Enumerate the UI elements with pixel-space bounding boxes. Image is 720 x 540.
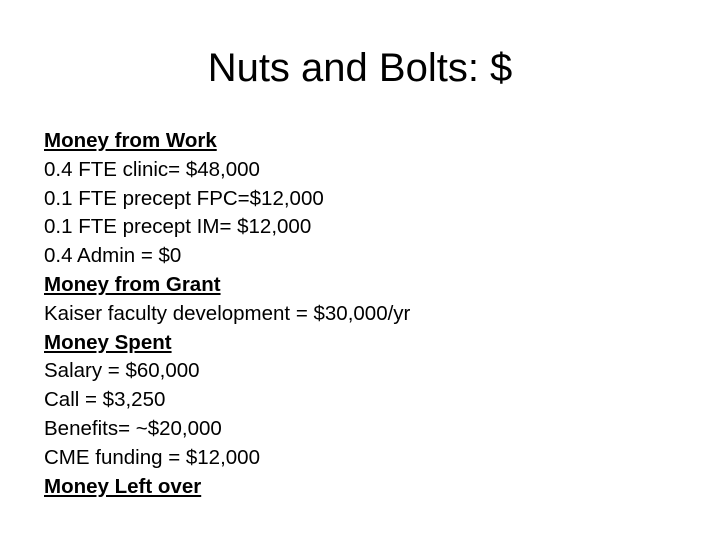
list-item-cme-funding: CME funding = $12,000 xyxy=(44,445,260,469)
list-item-salary: Salary = $60,000 xyxy=(44,359,200,383)
slide-body-list xyxy=(44,127,410,501)
list-item-kaiser-grant: Kaiser faculty development = $30,000/yr xyxy=(44,301,411,325)
section-heading-money-from-grant: Money from Grant xyxy=(44,272,221,296)
list-item-admin: 0.4 Admin = $0 xyxy=(44,244,182,268)
section-heading-money-left-over: Money Left over xyxy=(44,474,202,498)
list-item-clinic: 0.4 FTE clinic= $48,000 xyxy=(44,157,260,181)
section-heading-money-from-work: Money from Work xyxy=(44,129,217,152)
list-item-precept-im: 0.1 FTE precept IM= $12,000 xyxy=(44,215,312,239)
section-heading-money-spent: Money Spent xyxy=(44,330,172,354)
list-item-benefits: Benefits= ~$20,000 xyxy=(44,416,222,440)
slide-title: Nuts and Bolts: $ xyxy=(207,46,513,90)
list-item-precept-fpc: 0.1 FTE precept FPC=$12,000 xyxy=(44,186,324,210)
list-item-call: Call = $3,250 xyxy=(44,388,166,412)
